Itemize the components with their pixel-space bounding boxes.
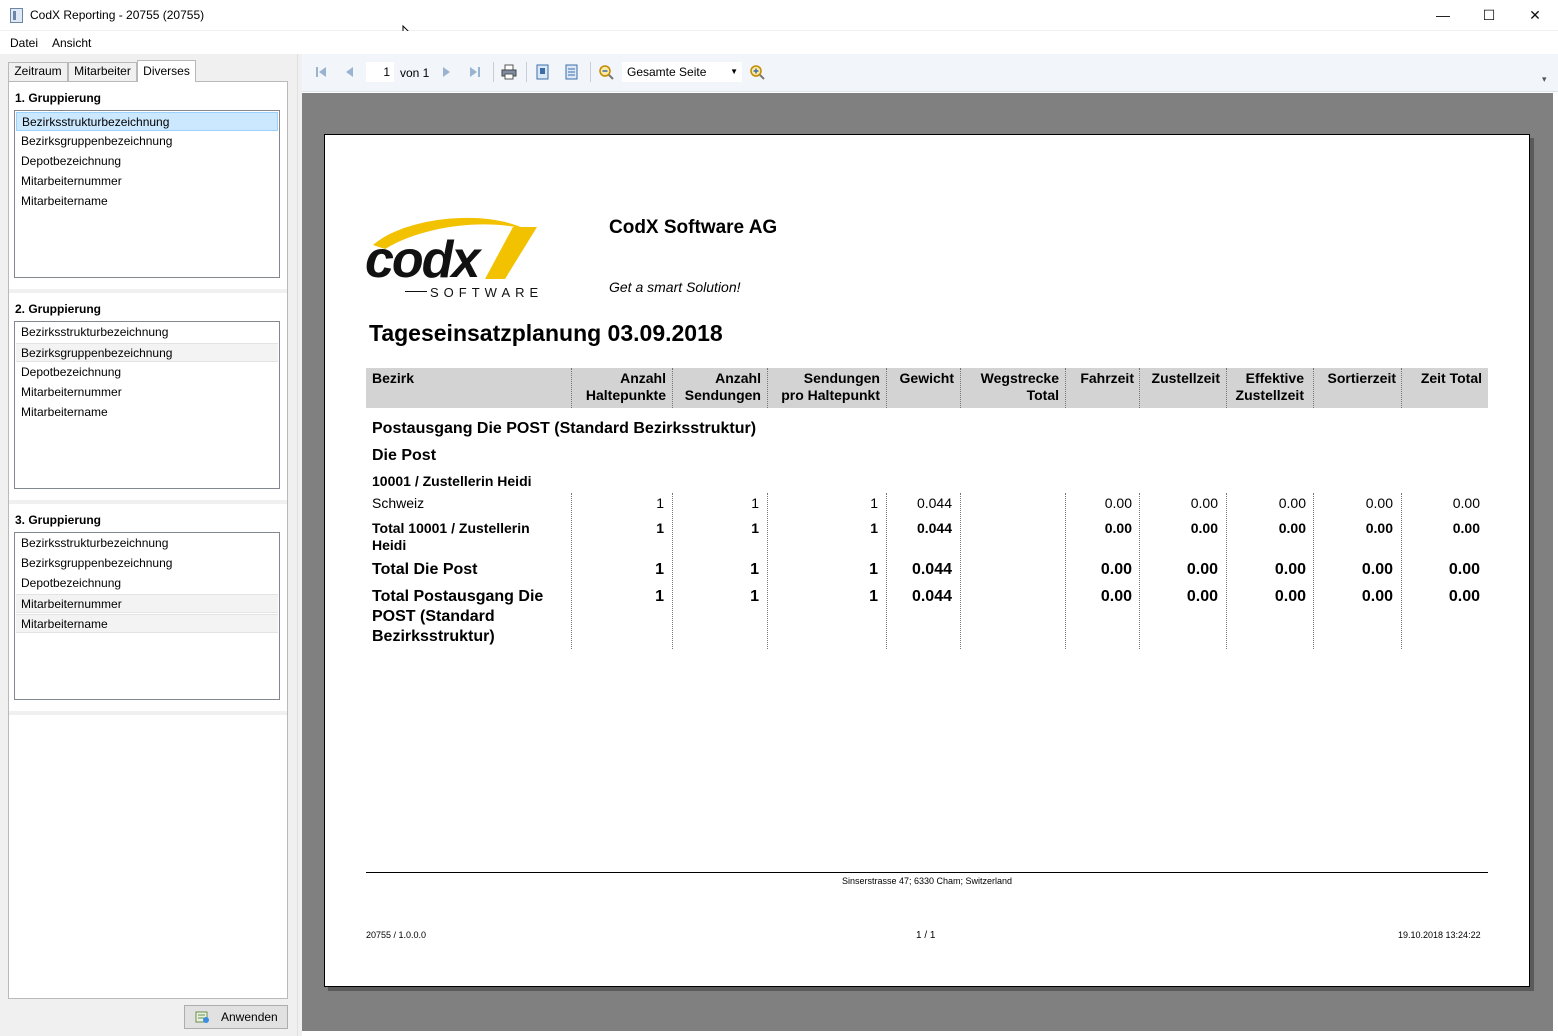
- toolbar-overflow-icon[interactable]: ▾: [1542, 74, 1547, 84]
- column-header-bezirk: Bezirk: [372, 370, 415, 386]
- table-cell: 0.00: [1100, 588, 1132, 605]
- list-item[interactable]: Mitarbeitername: [21, 194, 108, 208]
- table-cell: 0.00: [1361, 588, 1393, 605]
- group2-title: 2. Gruppierung: [15, 302, 102, 316]
- codx-logo: [365, 215, 575, 301]
- column-divider: [1226, 493, 1227, 649]
- table-cell: 1: [869, 561, 878, 578]
- svg-text:codx: codx: [365, 231, 479, 289]
- column-divider: [767, 368, 768, 408]
- column-header-sortierzeit: Sortierzeit: [1327, 370, 1396, 386]
- toolbar-separator: [526, 62, 527, 82]
- page-count-label: von 1: [400, 66, 430, 80]
- list-item[interactable]: Bezirksgruppenbezeichnung: [16, 343, 278, 362]
- table-cell: 0.044: [916, 495, 952, 511]
- column-divider: [571, 493, 572, 649]
- row-label: Schweiz: [372, 495, 425, 511]
- print-icon[interactable]: [501, 64, 517, 80]
- toolbar-separator: [590, 62, 591, 82]
- page-number-input[interactable]: 1: [366, 62, 394, 82]
- report-preview-area[interactable]: [302, 93, 1553, 1031]
- table-cell: 0.00: [1278, 495, 1306, 511]
- column-divider: [1313, 493, 1314, 649]
- table-cell: 0.00: [1361, 561, 1393, 578]
- table-cell: 0.00: [1100, 561, 1132, 578]
- table-cell: 0.044: [911, 588, 952, 605]
- export-icon[interactable]: [564, 64, 580, 80]
- footer-line: [366, 872, 1488, 873]
- table-cell: 0.044: [911, 561, 952, 578]
- column-header-fahrzeit: Fahrzeit: [1080, 370, 1134, 386]
- table-cell: 0.00: [1274, 588, 1306, 605]
- table-cell: 1: [870, 520, 878, 536]
- column-divider: [767, 493, 768, 649]
- apply-button[interactable]: [184, 1005, 288, 1029]
- table-cell: 0.00: [1448, 588, 1480, 605]
- list-item[interactable]: Mitarbeiternummer: [16, 594, 278, 613]
- table-cell: 0.00: [1186, 588, 1218, 605]
- apply-button-label: Anwenden: [221, 1010, 278, 1024]
- column-divider: [886, 368, 887, 408]
- zoom-select-value: Gesamte Seite: [627, 65, 707, 79]
- table-cell: 1: [656, 520, 664, 536]
- group3-title: 3. Gruppierung: [15, 513, 102, 527]
- title-bar: [0, 0, 1558, 31]
- column-divider: [672, 368, 673, 408]
- report-page: [324, 134, 1530, 987]
- row-label: Total 10001 / Zustellerin Heidi: [372, 520, 530, 553]
- company-slogan: Get a smart Solution!: [609, 279, 741, 295]
- column-header-zeit-total: Zeit Total: [1420, 370, 1482, 386]
- footer-print-date: 19.10.2018 13:24:22: [1398, 930, 1481, 940]
- toolbar-separator: [493, 62, 494, 82]
- table-cell: 1: [750, 588, 759, 605]
- group3-listbox[interactable]: [14, 532, 280, 700]
- preview-toolbar: [302, 54, 1558, 92]
- tab-mitarbeiter[interactable]: Mitarbeiter: [68, 62, 137, 81]
- column-header-effektive-zustellzeit: Effektive Zustellzeit: [1235, 370, 1304, 403]
- group-heading-level3: 10001 / Zustellerin Heidi: [372, 473, 532, 489]
- table-cell: 0.00: [1278, 520, 1306, 536]
- next-page-icon[interactable]: [438, 64, 454, 80]
- column-divider: [672, 493, 673, 649]
- window-title: CodX Reporting - 20755 (20755): [30, 8, 205, 22]
- column-divider: [1401, 368, 1402, 408]
- menu-bar: [0, 31, 1558, 54]
- group2-listbox[interactable]: [14, 321, 280, 489]
- last-page-icon[interactable]: [467, 64, 483, 80]
- company-name: CodX Software AG: [609, 217, 778, 238]
- menu-view[interactable]: Ansicht: [52, 36, 92, 50]
- column-header-gewicht: Gewicht: [899, 370, 954, 386]
- minimize-button[interactable]: —: [1436, 7, 1450, 23]
- table-cell: 1: [870, 495, 878, 511]
- list-item[interactable]: Bezirksgruppenbezeichnung: [21, 556, 173, 570]
- column-divider: [960, 493, 961, 649]
- close-button[interactable]: ✕: [1529, 7, 1541, 23]
- group-heading-level1: Postausgang Die POST (Standard Bezirksstruktur): [372, 420, 757, 437]
- list-item[interactable]: Bezirksgruppenbezeichnung: [21, 134, 173, 148]
- column-divider: [1065, 493, 1066, 649]
- column-divider: [1226, 368, 1227, 408]
- column-divider: [1139, 368, 1140, 408]
- list-item[interactable]: Mitarbeiternummer: [21, 385, 122, 399]
- column-divider: [1065, 368, 1066, 408]
- page-setup-icon[interactable]: [535, 64, 551, 80]
- table-cell: 0.00: [1104, 495, 1132, 511]
- footer-page-number: 1 / 1: [916, 930, 936, 941]
- app-icon: [10, 8, 23, 23]
- column-header-wegstrecke-total: Wegstrecke Total: [980, 370, 1059, 403]
- column-divider: [571, 368, 572, 408]
- table-cell: 1: [751, 520, 759, 536]
- table-cell: 0.00: [1365, 520, 1393, 536]
- column-header-anzahl-sendungen: Anzahl Sendungen: [684, 370, 761, 403]
- table-cell: 0.00: [1452, 495, 1480, 511]
- table-cell: 1: [655, 588, 664, 605]
- group1-listbox[interactable]: [14, 110, 280, 278]
- chevron-down-icon: ▼: [730, 67, 738, 76]
- group-separator: [9, 289, 287, 293]
- column-divider: [1313, 368, 1314, 408]
- table-cell: 1: [751, 495, 759, 511]
- column-header-sendungen-pro-haltepunkt: Sendungen pro Haltepunkt: [781, 370, 880, 403]
- list-item[interactable]: Mitarbeitername: [16, 614, 278, 633]
- maximize-button[interactable]: ☐: [1482, 7, 1496, 23]
- column-divider: [1139, 493, 1140, 649]
- apply-filter-icon: [195, 1010, 210, 1024]
- list-item[interactable]: Bezirksstrukturbezeichnung: [21, 536, 169, 550]
- left-panel: [0, 54, 296, 1036]
- svg-text:SOFTWARE: SOFTWARE: [430, 285, 544, 300]
- column-divider: [1401, 493, 1402, 649]
- group-separator: [9, 711, 287, 715]
- table-cell: 0.00: [1104, 520, 1132, 536]
- list-item[interactable]: Depotbezeichnung: [21, 154, 122, 168]
- first-page-icon[interactable]: [313, 64, 329, 80]
- tab-page-diverses: [8, 81, 288, 999]
- list-item[interactable]: Bezirksstrukturbezeichnung: [16, 112, 278, 131]
- table-cell: 0.00: [1452, 520, 1480, 536]
- list-item[interactable]: Bezirksstrukturbezeichnung: [21, 325, 169, 339]
- table-cell: 1: [655, 561, 664, 578]
- menu-file[interactable]: Datei: [10, 36, 39, 50]
- group1-title: 1. Gruppierung: [15, 91, 102, 105]
- group-separator: [9, 500, 287, 504]
- list-item[interactable]: Mitarbeitername: [21, 405, 108, 419]
- column-header-zustellzeit: Zustellzeit: [1151, 370, 1220, 386]
- column-header-anzahl-haltepunkte: Anzahl Haltepunkte: [585, 370, 666, 403]
- table-cell: 1: [869, 588, 878, 605]
- zoom-select[interactable]: [622, 62, 742, 82]
- footer-address: Sinserstrasse 47; 6330 Cham; Switzerland: [841, 876, 1013, 886]
- table-cell: 0.00: [1190, 495, 1218, 511]
- zoom-in-icon[interactable]: [749, 64, 765, 80]
- column-divider: [960, 368, 961, 408]
- report-title: Tageseinsatzplanung 03.09.2018: [369, 320, 723, 346]
- zoom-out-icon[interactable]: [598, 64, 614, 80]
- group-heading-level2: Die Post: [372, 447, 437, 464]
- list-item[interactable]: Depotbezeichnung: [21, 576, 122, 590]
- table-cell: 0.00: [1448, 561, 1480, 578]
- list-item[interactable]: Depotbezeichnung: [21, 365, 122, 379]
- table-cell: 1: [656, 495, 664, 511]
- tab-zeitraum[interactable]: Zeitraum: [8, 62, 68, 81]
- row-label: Total Postausgang Die POST (Standard Bezirksstruktur): [372, 588, 544, 645]
- table-cell: 0.00: [1274, 561, 1306, 578]
- previous-page-icon[interactable]: [342, 64, 358, 80]
- table-header: [366, 368, 1488, 408]
- column-divider: [886, 493, 887, 649]
- table-cell: 0.044: [916, 520, 952, 536]
- table-cell: 1: [750, 561, 759, 578]
- table-cell: 0.00: [1186, 561, 1218, 578]
- list-item[interactable]: Mitarbeiternummer: [21, 174, 122, 188]
- tab-diverses[interactable]: Diverses: [137, 60, 196, 82]
- table-cell: 0.00: [1365, 495, 1393, 511]
- footer-version: 20755 / 1.0.0.0: [366, 930, 427, 940]
- row-label: Total Die Post: [372, 561, 478, 578]
- table-cell: 0.00: [1190, 520, 1218, 536]
